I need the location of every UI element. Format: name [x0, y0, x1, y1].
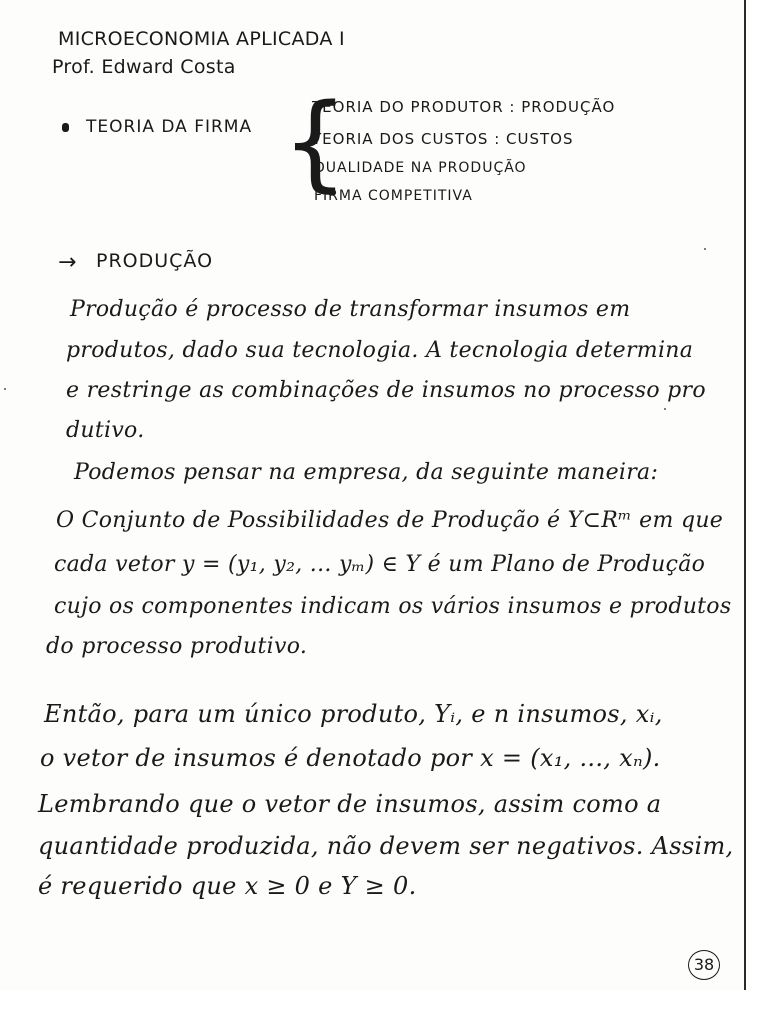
section-title: PRODUÇÃO — [96, 250, 214, 272]
arrow-right-icon: → — [58, 250, 77, 275]
ink-speck — [704, 248, 706, 250]
topic-item-competitive: FIRMA COMPETITIVA — [314, 188, 473, 204]
paragraph1-line1: Produção é processo de transformar insumos em — [70, 297, 631, 322]
topic-item-duality: DUALIDADE NA PRODUÇÃO — [314, 160, 527, 176]
course-title: MICROECONOMIA APLICADA I — [58, 28, 345, 50]
paragraph4-line5: é requerido que x ≥ 0 e Y ≥ 0. — [38, 872, 417, 900]
paragraph1-line4: dutivo. — [66, 418, 145, 443]
paragraph2: Podemos pensar na empresa, da seguinte maneira: — [74, 460, 659, 485]
paragraph4-line4: quantidade produzida, não devem ser negativos. Assim, — [38, 832, 734, 860]
paragraph3-line1: O Conjunto de Possibilidades de Produção é Y⊂Rᵐ em que — [56, 508, 724, 533]
ink-speck — [4, 388, 6, 390]
brace-icon: { — [282, 81, 349, 203]
paragraph4-line3: Lembrando que o vetor de insumos, assim como a — [38, 790, 662, 818]
topic-item-producer: TEORIA DO PRODUTOR : PRODUÇÃO — [312, 98, 616, 116]
topic-item-costs: TEORIA DOS CUSTOS : CUSTOS — [312, 130, 574, 148]
paragraph1-line2: produtos, dado sua tecnologia. A tecnologia determina — [66, 338, 694, 363]
paragraph4-line1: Então, para um único produto, Yᵢ, e n insumos, xᵢ, — [44, 700, 663, 728]
paragraph3-line2: cada vetor y = (y₁, y₂, ... yₘ) ∈ Y é um Plano de Produção — [54, 552, 706, 577]
topic-title: TEORIA DA FIRMA — [86, 117, 253, 137]
page-margin — [746, 0, 768, 1024]
bullet-icon — [62, 123, 69, 132]
page-number-badge: 38 — [688, 950, 720, 980]
paragraph4-line2: o vetor de insumos é denotado por x = (x₁, ..., xₙ). — [40, 744, 661, 772]
paragraph3-line4: do processo produtivo. — [46, 634, 308, 659]
sheet-edge — [744, 0, 746, 990]
ink-speck — [664, 408, 666, 410]
paragraph1-line3: e restringe as combinações de insumos no processo pro — [66, 378, 706, 403]
sheet-bottom — [0, 990, 748, 1024]
paragraph3-line3: cujo os componentes indicam os vários insumos e produtos — [54, 594, 732, 619]
professor-name: Prof. Edward Costa — [52, 56, 236, 78]
